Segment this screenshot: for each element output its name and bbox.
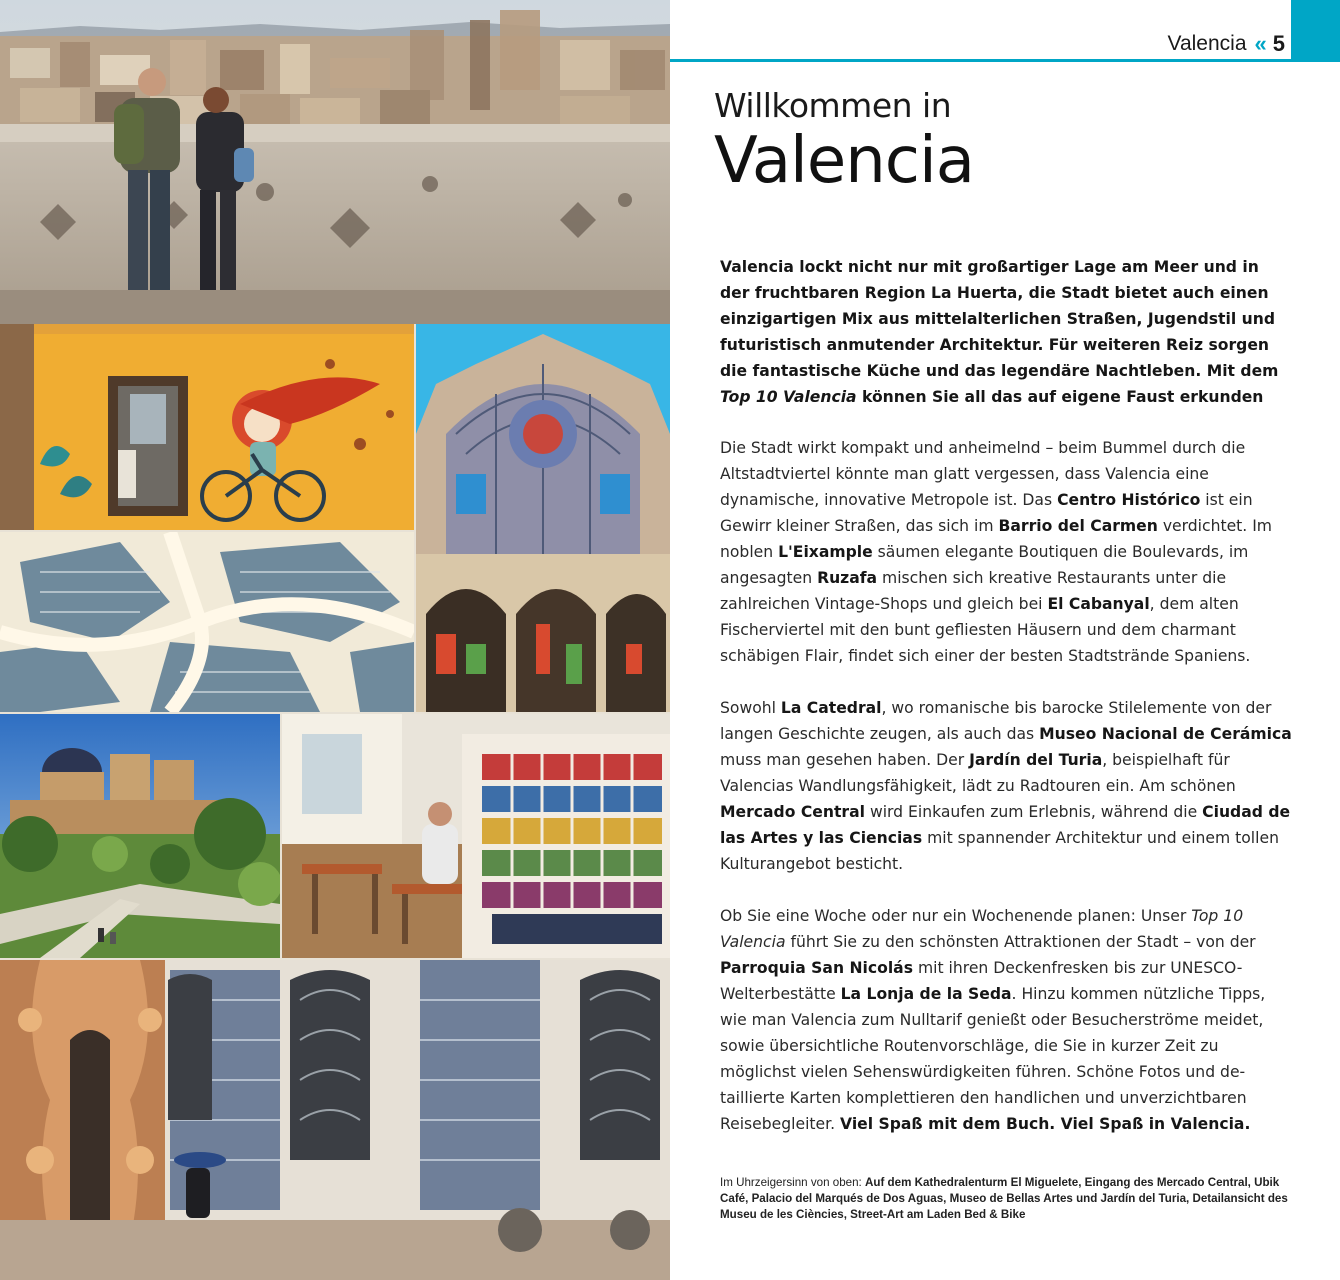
p2-highlight: Ciudad de las Artes y las Ciencias bbox=[720, 803, 1291, 847]
p3-text: Ob Sie eine Woche oder nur ein Wochenende planen: Unser bbox=[720, 907, 1192, 925]
page-title bbox=[714, 86, 1314, 196]
p1-text: , dem alten Fischerviertel mit den bunt gefliesten Häusern und dem charmant schäbigen Flair, findet sich einer der besten Stadtstrände Spaniens. bbox=[720, 595, 1251, 665]
p3-book-title: Top 10 Valencia bbox=[720, 907, 1244, 951]
p2-highlight: Mercado Central bbox=[720, 803, 865, 821]
p2-highlight: La Catedral bbox=[780, 699, 882, 717]
caption-items: Auf dem Kathedralenturm El Miguelete, Eingang des Mercado Central, Ubik Café, Palacio del Marqués de Dos Aguas, Museo de Bellas Artes und Jardín del Turia, Detailansicht des Museu de les Ciències, Street-Art am Laden Bed & Bike bbox=[720, 1176, 1288, 1221]
p2-text: mit spannender Architektur und einem tollen Kulturangebot besticht. bbox=[720, 829, 1279, 873]
street-art-bike-shop-photo bbox=[0, 324, 414, 530]
caption-lead: Im Uhrzeigersinn von oben: bbox=[720, 1176, 865, 1189]
p2-text: Sowohl bbox=[720, 699, 781, 717]
mercado-central-facade-photo bbox=[416, 324, 670, 712]
intro-text-1: Valencia lockt nicht nur mit großartiger Lage am Meer und in der fruchtbaren Region La Huerta, die Stadt bietet auch einen einzigartigen Mix aus mittelalterlichen Straßen, Jugendstil und futuristisch anmutender Architektur. Für weiteren Reiz sorgen die fantastische Küche und das legendäre Nachtleben. Mit dem bbox=[720, 258, 1279, 380]
body-paragraph-2 bbox=[720, 695, 1292, 877]
p2-text: , wo romanische bis barocke Stilelemente von der langen Geschichte zeugen, als auch das bbox=[720, 699, 1272, 743]
p1-highlight: Barrio del Carmen bbox=[998, 517, 1158, 535]
palacio-dos-aguas-photo bbox=[0, 960, 670, 1280]
section-name: Valencia bbox=[1167, 32, 1247, 55]
p2-text: wird Einkaufen zum Erlebnis, während die bbox=[865, 803, 1203, 821]
intro-book-title: Top 10 Valencia bbox=[720, 388, 857, 406]
header-rule bbox=[670, 59, 1340, 62]
p1-highlight: L'Eixample bbox=[778, 543, 873, 561]
museo-bellas-artes-garden-photo bbox=[0, 714, 280, 958]
p3-text: führt Sie zu den schönsten Attraktionen der Stadt – von der bbox=[785, 933, 1256, 951]
page-number: 5 bbox=[1272, 31, 1285, 56]
title-main: Valencia bbox=[714, 124, 974, 198]
p1-highlight: Centro Histórico bbox=[1057, 491, 1201, 509]
article-body bbox=[720, 254, 1292, 1163]
p1-highlight: El Cabanyal bbox=[1047, 595, 1150, 613]
p1-highlight: Ruzafa bbox=[817, 569, 878, 587]
p3-text: . Hinzu kommen nützliche Tipps, wie man Valencia zum Nulltarif genießt oder Besucherströme meidet, sowie übersichtliche Routenvorschläge, die Sie in kurzer Zeit zu möglichst vielen Sehenswürdigkeiten führen. Schöne Fotos und detaillierte Karten komplettieren den handlichen und unverzichtbaren Reisebegleiter. bbox=[720, 985, 1266, 1133]
header-accent-block bbox=[1291, 0, 1340, 60]
p1-text: mischen sich kreative Restaurants unter die zahlreichen Vintage-Shops und gleich bei bbox=[720, 569, 1227, 613]
ubik-cafe-bookshop-photo bbox=[282, 714, 670, 958]
p2-text: muss man gesehen haben. Der bbox=[720, 751, 970, 769]
title-pre: Willkommen in bbox=[714, 86, 952, 125]
museu-ciencies-detail-photo bbox=[0, 532, 414, 712]
p2-highlight: Museo Nacional de Cerámica bbox=[1039, 725, 1292, 743]
p1-text: ist ein Gewirr kleiner Straßen, das sich im bbox=[720, 491, 1253, 535]
p2-text: , beispielhaft für Valencias Wandlungsfähigkeit, lädt zu Radtouren ein. Am schönen bbox=[720, 751, 1236, 795]
rooftop-couple-photo bbox=[0, 0, 670, 324]
intro-paragraph bbox=[720, 254, 1292, 410]
photo-caption bbox=[720, 1175, 1295, 1223]
guillemet-icon: « bbox=[1254, 31, 1265, 56]
p1-text: Die Stadt wirkt kompakt und anheimelnd – beim Bummel durch die Altstadtviertel könnte man glatt vergessen, dass Valencia eine dynamische, innovative Metropole ist. Das bbox=[720, 439, 1246, 509]
body-paragraph-3 bbox=[720, 903, 1292, 1137]
intro-text-2: können Sie all das auf eigene Faust erkunden bbox=[856, 388, 1264, 406]
p3-text: mit ihren Deckenfresken bis zur UNESCO-Welterbestätte bbox=[720, 959, 1243, 1003]
running-head bbox=[1168, 30, 1286, 58]
p3-closing: Viel Spaß mit dem Buch. Viel Spaß in Valencia. bbox=[840, 1115, 1251, 1133]
body-paragraph-1 bbox=[720, 435, 1292, 669]
p2-highlight: Jardín del Turia bbox=[969, 751, 1103, 769]
p3-highlight: Parroquia San Nicolás bbox=[720, 959, 913, 977]
p1-text: verdichtet. Im noblen bbox=[720, 517, 1272, 561]
p1-text: säumen elegante Boutiquen die Boulevards, im angesagten bbox=[720, 543, 1249, 587]
p3-highlight: La Lonja de la Seda bbox=[840, 985, 1012, 1003]
